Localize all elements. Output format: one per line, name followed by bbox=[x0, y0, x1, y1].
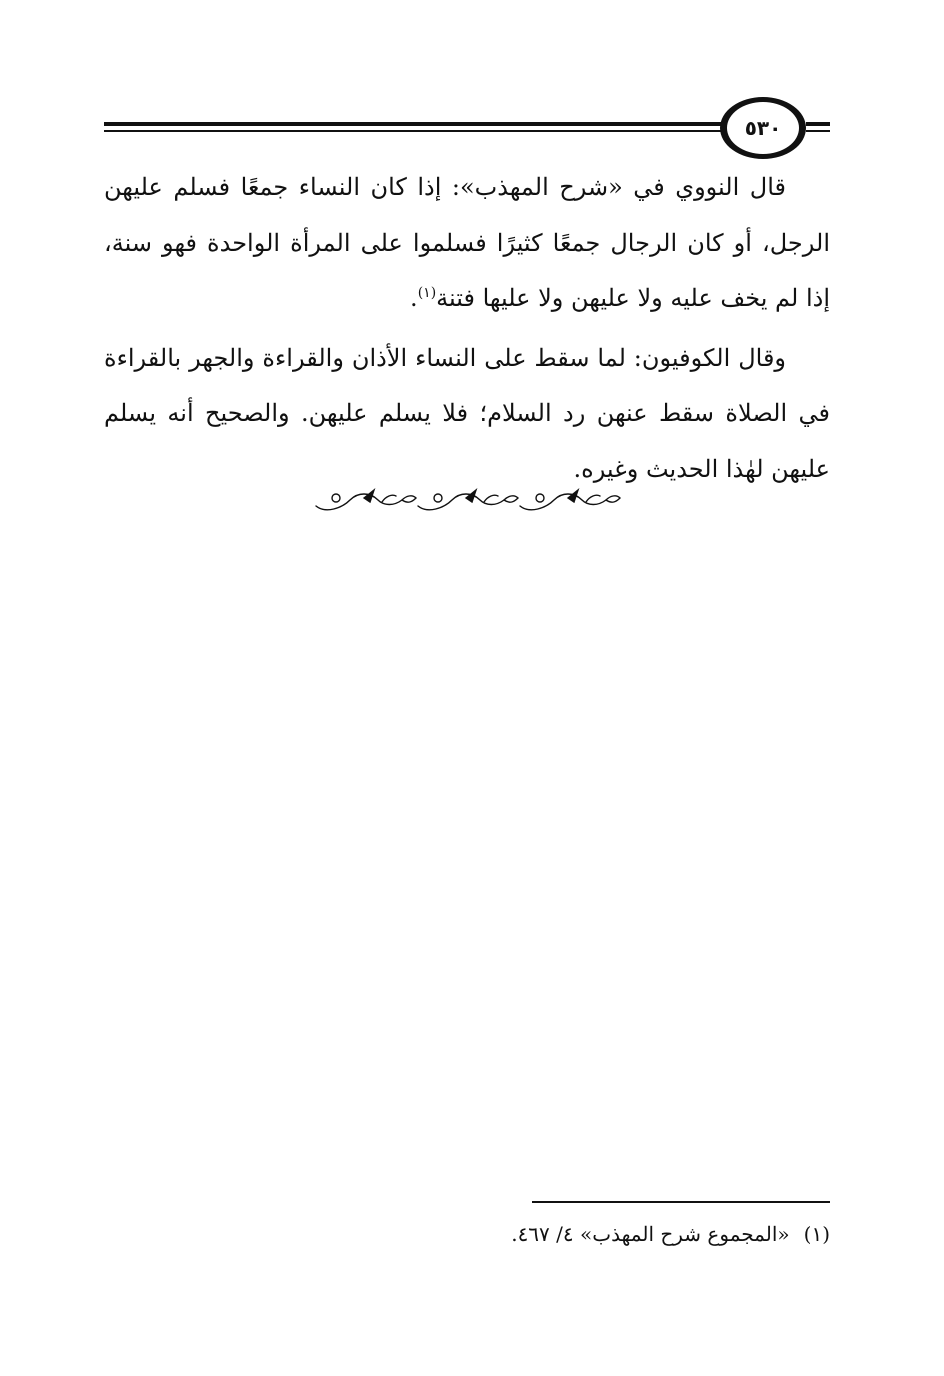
main-text bbox=[104, 160, 830, 497]
paragraph-1-text: قال النووي في «شرح المهذب»: إذا كان النساء جمعًا فسلم عليهن الرجل، أو كان الرجال جمعًا كثيرًا فسلموا على المرأة الواحدة فهو سنة، إذا لم يخف عليه ولا عليهن ولا عليها فتنة bbox=[104, 173, 830, 312]
paragraph-1 bbox=[104, 160, 830, 327]
footnote-separator bbox=[532, 1201, 830, 1203]
header-rule-thin bbox=[104, 130, 724, 132]
footnote-number: (١) bbox=[803, 1222, 830, 1246]
paragraph-2 bbox=[104, 331, 830, 498]
page-number-badge bbox=[720, 97, 806, 159]
footnote-reference[interactable]: (١) bbox=[417, 285, 437, 301]
paragraph-2-text: وقال الكوفيون: لما سقط على النساء الأذان والقراءة والجهر بالقراءة في الصلاة سقط عنهن رد السلام؛ فلا يسلم عليهن. والصحيح أنه يسلم عليهن لهٰذا الحديث وغيره. bbox=[104, 343, 830, 483]
footnote-text: «المجموع شرح المهذب» ٤/ ٤٦٧. bbox=[511, 1222, 790, 1246]
paragraph-1-tail: . bbox=[410, 284, 418, 312]
page-header bbox=[0, 0, 944, 160]
page-number: ٥٣٠ bbox=[744, 116, 782, 140]
header-rule-right-thick bbox=[806, 122, 830, 126]
footnote-1 bbox=[404, 1216, 830, 1252]
floral-divider-icon bbox=[312, 482, 622, 516]
header-rule-thick bbox=[104, 122, 724, 126]
header-rule-right-thin bbox=[806, 130, 830, 132]
